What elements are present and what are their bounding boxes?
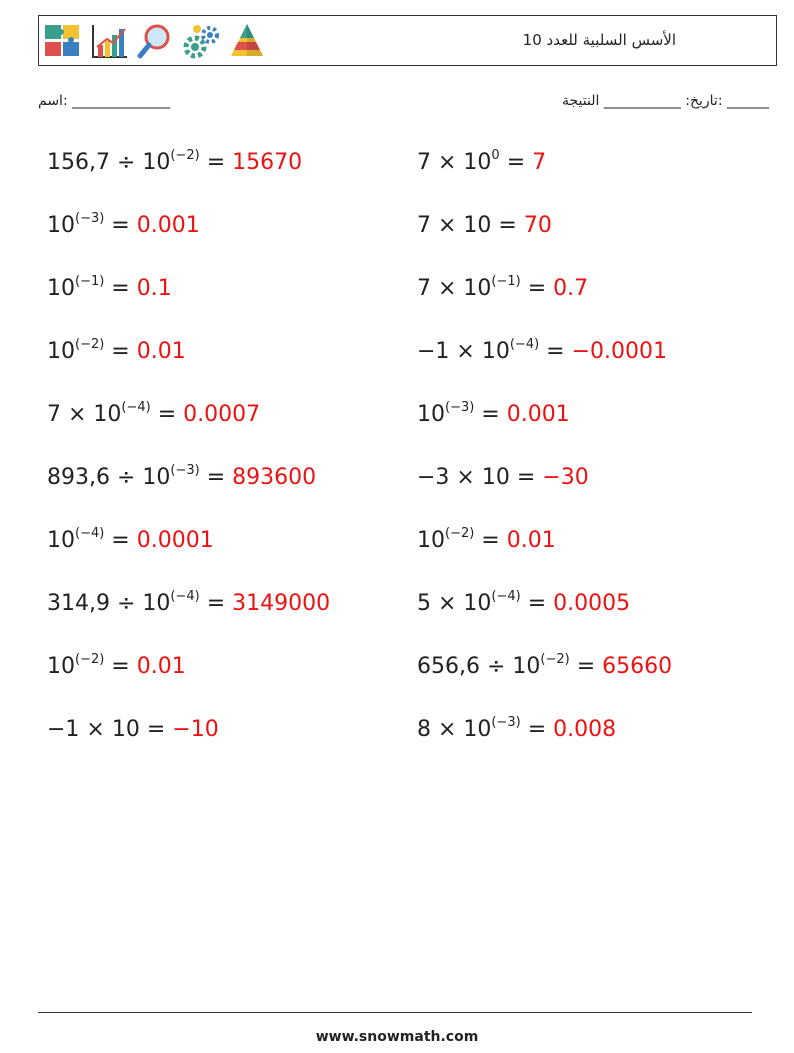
problem-left-4: $10^{(-2)} = 0.01$ bbox=[47, 337, 186, 364]
name-line: ______________ :اسم bbox=[38, 93, 171, 109]
answer: 0.01 bbox=[506, 528, 556, 553]
problem-left-6: $893,6 \div 10^{(-3)} = 893600$ bbox=[47, 463, 317, 490]
answer: −30 bbox=[542, 465, 589, 490]
answer: 0.0005 bbox=[553, 591, 631, 616]
answer: 0.001 bbox=[506, 402, 570, 427]
problem-left-7: $10^{(-4)} = 0.0001$ bbox=[47, 526, 214, 553]
answer: 0.1 bbox=[136, 276, 172, 301]
problem-right-10: $8 \times 10^{(-3)} = 0.008$ bbox=[417, 715, 617, 742]
answer: 0.0001 bbox=[136, 528, 214, 553]
problem-right-1: $7 \times 10^0 = 7$ bbox=[417, 148, 547, 175]
problem-right-7: $10^{(-2)} = 0.01$ bbox=[417, 526, 556, 553]
answer: −10 bbox=[172, 717, 219, 742]
footer-divider bbox=[38, 1012, 752, 1013]
worksheet-title: الأسس السلبية للعدد 10 bbox=[522, 31, 676, 49]
answer: 893600 bbox=[232, 465, 317, 490]
footer-url[interactable]: www.snowmath.com bbox=[315, 1029, 479, 1045]
answer: 70 bbox=[523, 213, 552, 238]
answer: 0.001 bbox=[136, 213, 200, 238]
problem-left-3: $10^{(-1)} = 0.1$ bbox=[47, 274, 172, 301]
answer: −0.0001 bbox=[571, 339, 668, 364]
answer: 7 bbox=[532, 150, 547, 175]
problem-right-2: 7 × 10 = 70 bbox=[417, 213, 552, 238]
date-score-line: ______ :تاريخ: ___________ النتيجة bbox=[561, 93, 769, 109]
answer: 0.0007 bbox=[183, 402, 261, 427]
problem-right-5: $10^{(-3)} = 0.001$ bbox=[417, 400, 570, 427]
answer: 0.008 bbox=[553, 717, 617, 742]
problem-right-4: $-1 \times 10^{(-4)} = -0.0001$ bbox=[417, 337, 668, 364]
answer: 3149000 bbox=[232, 591, 331, 616]
problem-left-2: $10^{(-3)} = 0.001$ bbox=[47, 211, 200, 238]
problem-left-10: −1 × 10 = −10 bbox=[47, 717, 219, 742]
answer: 0.01 bbox=[136, 654, 186, 679]
problem-left-9: $10^{(-2)} = 0.01$ bbox=[47, 652, 186, 679]
problem-left-8: $314,9 \div 10^{(-4)} = 3149000$ bbox=[47, 589, 331, 616]
answer: 65660 bbox=[602, 654, 673, 679]
problem-right-6: −3 × 10 = −30 bbox=[417, 465, 589, 490]
answer: 15670 bbox=[232, 150, 303, 175]
answer: 0.01 bbox=[136, 339, 186, 364]
problem-left-5: $7 \times 10^{(-4)} = 0.0007$ bbox=[47, 400, 261, 427]
problem-left-1: $156,7 \div 10^{(-2)} = 15670$ bbox=[47, 148, 303, 175]
problem-right-8: $5 \times 10^{(-4)} = 0.0005$ bbox=[417, 589, 631, 616]
problem-right-3: $7 \times 10^{(-1)} = 0.7$ bbox=[417, 274, 589, 301]
problem-right-9: $656,6 \div 10^{(-2)} = 65660$ bbox=[417, 652, 673, 679]
answer: 0.7 bbox=[553, 276, 589, 301]
